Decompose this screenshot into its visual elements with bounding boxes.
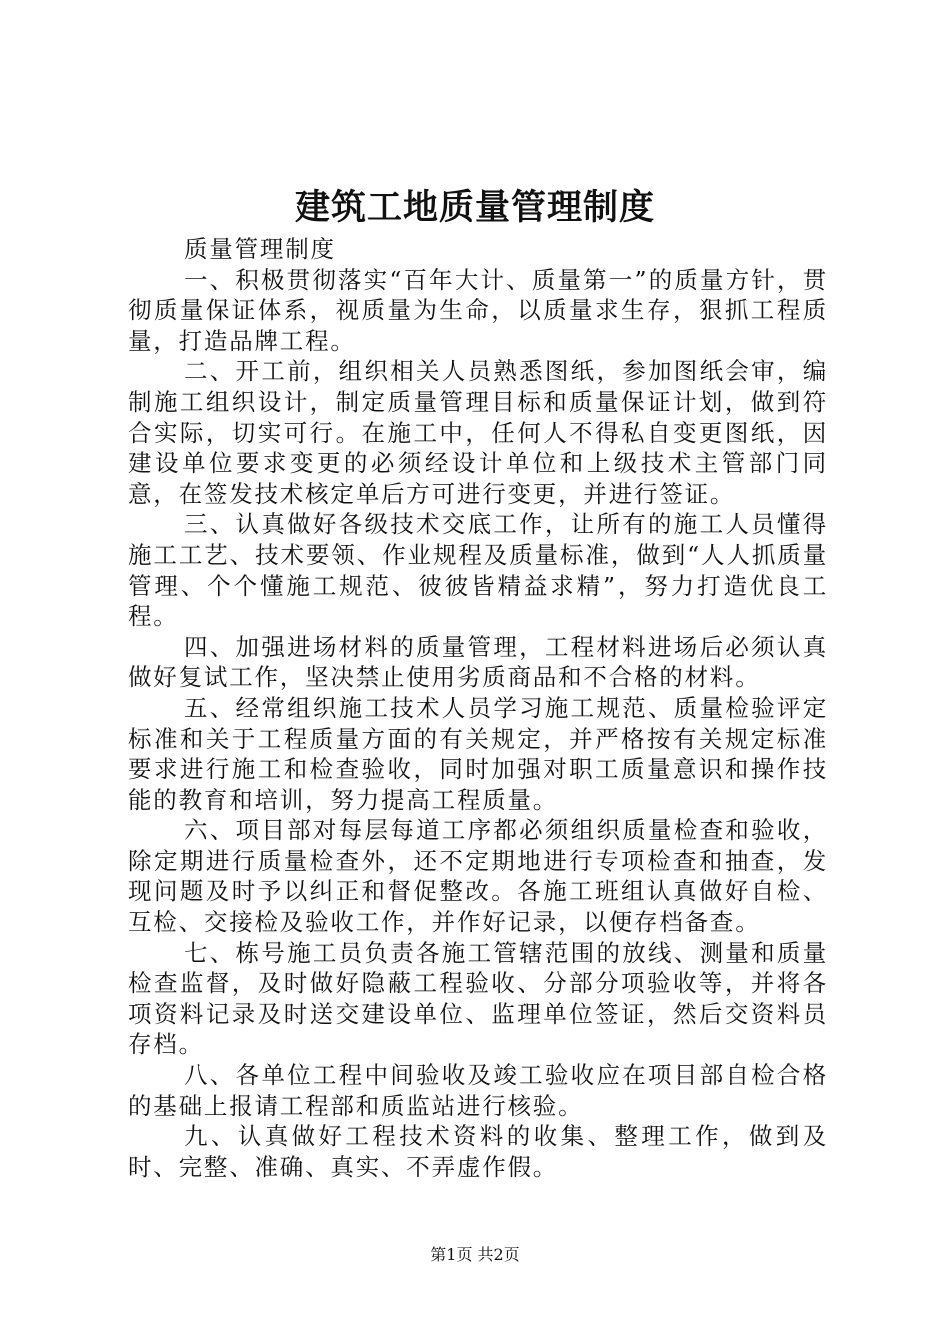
document-title: 建筑工地质量管理制度: [294, 188, 655, 228]
document-body: [128, 234, 828, 1182]
paragraph-heading: 质量管理制度: [184, 235, 336, 263]
paragraph-6: 六、项目部对每层每道工序都必须组织质量检查和验收，除定期进行质量检查外，还不定期地进行专项检查和抽查，发现问题及时予以纠正和督促整改。各施工班组认真做好自检、互检、交接检及验收工作，并作好记录，以便存档备查。: [128, 816, 828, 937]
paragraph-3: 三、认真做好各级技术交底工作，让所有的施工人员懂得施工工艺、技术要领、作业规程及质量标准，做到“人人抓质量管理、个个懂施工规范、彼彼皆精益求精”，努力打造优良工程。: [128, 510, 828, 631]
paragraph-4: 四、加强进场材料的质量管理，工程材料进场后必须认真做好复试工作，坚决禁止使用劣质商品和不合格的材料。: [128, 632, 828, 692]
paragraph-2: 二、开工前，组织相关人员熟悉图纸，参加图纸会审，编制施工组织设计，制定质量管理目标和质量保证计划，做到符合实际，切实可行。在施工中，任何人不得私自变更图纸，因建设单位要求变更的必须经设计单位和上级技术主管部门同意，在签发技术核定单后方可进行变更，并进行签证。: [128, 357, 828, 508]
paragraph-5: 五、经常组织施工技术人员学习施工规范、质量检验评定标准和关于工程质量方面的有关规定，并严格按有关规定标准要求进行施工和检查验收，同时加强对职工质量意识和操作技能的教育和培训，努力提高工程质量。: [128, 693, 828, 814]
paragraph-9: 九、认真做好工程技术资料的收集、整理工作，做到及时、完整、准确、真实、不弄虚作假。: [128, 1122, 828, 1181]
page-footer: 第1页 共2页: [430, 1245, 520, 1264]
paragraph-7: 七、栋号施工员负责各施工管辖范围的放线、测量和质量检查监督，及时做好隐蔽工程验收、分部分项验收等，并将各项资料记录及时送交建设单位、监理单位签证，然后交资料员存档。: [128, 938, 828, 1059]
paragraph-8: 八、各单位工程中间验收及竣工验收应在项目部自检合格的基础上报请工程部和质监站进行核验。: [128, 1061, 828, 1120]
paragraph-1: 一、积极贯彻落实“百年大计、质量第一”的质量方针，贯彻质量保证体系，视质量为生命，以质量求生存，狠抓工程质量，打造品牌工程。: [128, 265, 828, 355]
